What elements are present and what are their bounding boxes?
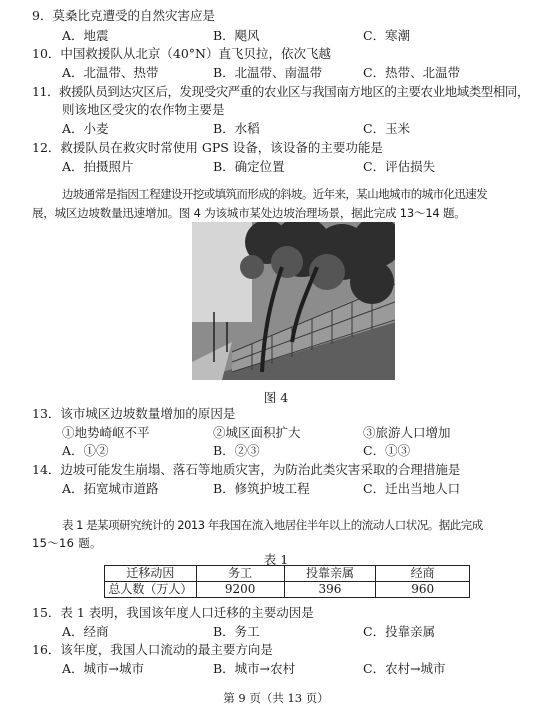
q14-option-c: C．迁出当地人口 bbox=[363, 481, 461, 496]
slope-scene-drawing bbox=[192, 222, 395, 380]
page-number-footer: 第 9 页（共 13 页） bbox=[223, 691, 329, 705]
passage-population-line2: 15～16 题。 bbox=[32, 536, 102, 550]
question-16-stem: 16．该年度，我国人口流动的最主要方向是 bbox=[32, 642, 273, 657]
q16-option-c: C．农村→城市 bbox=[363, 661, 446, 676]
q9-option-c: C．寒潮 bbox=[363, 28, 411, 43]
table-cell: 960 bbox=[376, 582, 470, 598]
q12-option-b: B．确定位置 bbox=[213, 159, 285, 174]
q14-option-a: A．拓宽城市道路 bbox=[62, 481, 159, 496]
table-cell: 9200 bbox=[196, 582, 284, 598]
q13-factor-2: ②城区面积扩大 bbox=[213, 425, 301, 440]
question-12-stem: 12．救援队员在救灾时常使用 GPS 设备，该设备的主要功能是 bbox=[32, 140, 383, 155]
q12-option-c: C．评估损失 bbox=[363, 159, 436, 174]
q10-option-a: A．北温带、热带 bbox=[62, 65, 159, 80]
passage-slope-line1: 边坡通常是指因工程建设开挖或填筑而形成的斜坡。近年来，某山地城市的城市化迅速发 bbox=[62, 187, 488, 201]
q10-option-b: B．北温带、南温带 bbox=[213, 65, 323, 80]
question-15-stem: 15．表 1 表明，我国该年度人口迁移的主要动因是 bbox=[32, 605, 314, 620]
table-row bbox=[105, 582, 470, 598]
q16-option-b: B．城市→农村 bbox=[213, 661, 296, 676]
population-table bbox=[104, 565, 470, 598]
question-11-stem-line2: 则该地区受灾的农作物主要是 bbox=[62, 102, 225, 117]
table-header-cell: 务工 bbox=[196, 566, 284, 582]
table-header-row bbox=[105, 566, 470, 582]
q12-option-a: A．拍摄照片 bbox=[62, 159, 134, 174]
q11-option-b: B．水稻 bbox=[213, 121, 260, 136]
question-10-stem: 10．中国救援队从北京（40°N）直飞贝拉，依次飞越 bbox=[32, 46, 331, 61]
question-13-stem: 13．该市城区边坡数量增加的原因是 bbox=[32, 406, 236, 421]
slope-treatment-photo bbox=[192, 222, 395, 380]
table-header-cell: 经商 bbox=[376, 566, 470, 582]
passage-population-line1: 表 1 是某项研究统计的 2013 年我国在流入地居住半年以上的流动人口状况。据此完成 bbox=[62, 518, 483, 532]
question-14-stem: 14．边坡可能发生崩塌、落石等地质灾害，为防治此类灾害采取的合理措施是 bbox=[32, 462, 461, 477]
q13-option-c: C．①③ bbox=[363, 443, 411, 458]
passage-slope-line2: 展，城区边坡数量迅速增加。图 4 为该城市某处边坡治理场景，据此完成 13～14 题。 bbox=[32, 206, 466, 220]
table-cell: 396 bbox=[284, 582, 376, 598]
table-1-title: 表 1 bbox=[263, 552, 289, 567]
q13-factor-1: ①地势崎岖不平 bbox=[62, 425, 150, 440]
q13-option-a: A．①② bbox=[62, 443, 109, 458]
table-header-cell: 投靠亲属 bbox=[284, 566, 376, 582]
table-header-cell: 迁移动因 bbox=[105, 566, 197, 582]
q13-factor-3: ③旅游人口增加 bbox=[363, 425, 451, 440]
q15-option-c: C．投靠亲属 bbox=[363, 624, 436, 639]
q16-option-a: A．城市→城市 bbox=[62, 661, 145, 676]
q15-option-a: A．经商 bbox=[62, 624, 109, 639]
q15-option-b: B．务工 bbox=[213, 624, 260, 639]
figure-4-caption: 图 4 bbox=[263, 390, 289, 405]
table-row-label: 总人数（万人） bbox=[105, 582, 197, 598]
q13-option-b: B．②③ bbox=[213, 443, 260, 458]
q9-option-b: B．飓风 bbox=[213, 28, 260, 43]
q11-option-a: A．小麦 bbox=[62, 121, 109, 136]
q11-option-c: C．玉米 bbox=[363, 121, 411, 136]
q14-option-b: B．修筑护坡工程 bbox=[213, 481, 310, 496]
q10-option-c: C．热带、北温带 bbox=[363, 65, 461, 80]
question-11-stem-line1: 11．救援队员到达灾区后，发现受灾严重的农业区与我国南方地区的主要农业地域类型相同， bbox=[32, 84, 530, 99]
q9-option-a: A．地震 bbox=[62, 28, 109, 43]
question-9-stem: 9．莫桑比克遭受的自然灾害应是 bbox=[32, 8, 215, 23]
